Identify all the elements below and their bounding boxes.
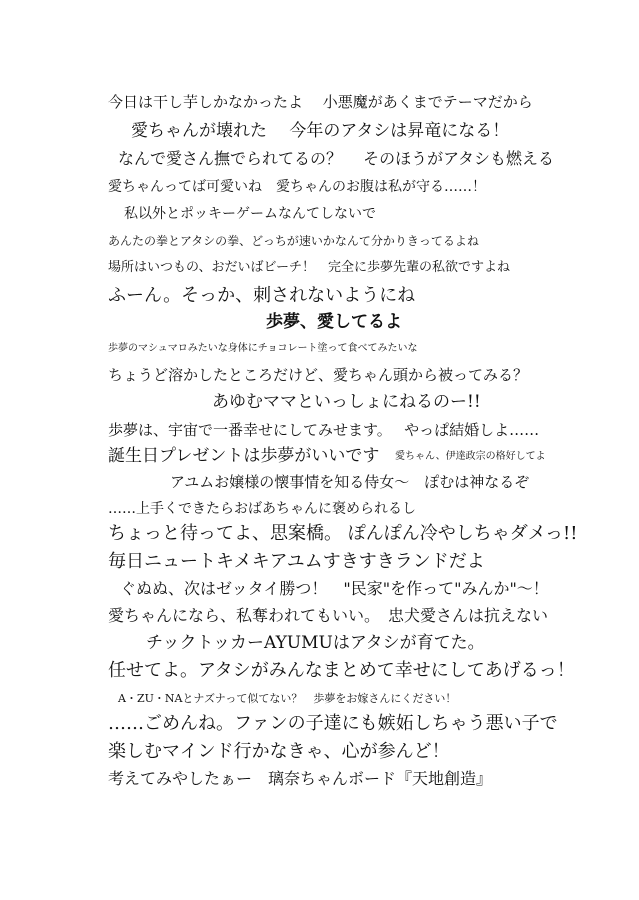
text-line: あんたの拳とアタシの拳、どっちが速いかなんて分かりきってるよね [108, 234, 479, 248]
text-line: 歩夢のマシュマロみたいな身体にチョコレート塗って食べてみたいな [108, 343, 418, 354]
text-line: なんで愛さん撫でられてるの？ そのほうがアタシも燃える [118, 149, 554, 168]
text-line: 任せてよ。アタシがみんなまとめて幸せにしてあげるっ！ [108, 660, 575, 681]
text-line: ……ごめんね。ファンの子達にも嫉妬しちゃう悪い子で [108, 713, 558, 734]
text-line: 今日は干し芋しかなかったよ 小悪魔があくまでテーマだから [108, 93, 533, 111]
text-line: ぐぬぬ、次はゼッタイ勝つ！ "民家"を作って"みんか"～！ [120, 579, 549, 598]
text-line: 場所はいつもの、おだいばビーチ！ 完全に歩夢先輩の私欲ですよね [108, 260, 510, 275]
text-line: 歩夢は、宇宙で一番幸せにしてみせます。 やっぱ結婚しよ…… [108, 421, 540, 439]
text-line: ちょっと待ってよ、思案橋。 ぽんぽん冷やしちゃダメっ!! [108, 523, 578, 544]
text-line: 毎日ニュートキメキアユムすきすきランドだよ [108, 551, 485, 572]
text-line: ……上手くできたらおばあちゃんに褒められるし [108, 501, 416, 517]
text-line: 愛ちゃんってば可愛いね 愛ちゃんのお腹は私が守る……！ [108, 179, 486, 195]
text-line: チックトッカーAYUMUはアタシが育てた。 [146, 633, 485, 653]
text-line: 愛ちゃん、伊達政宗の格好してよ [395, 451, 546, 462]
text-line: 誕生日プレゼントは歩夢がいいです [108, 446, 380, 466]
text-line: あゆむママといっしょにねるのー!! [212, 392, 481, 412]
text-line: アユムお嬢様の懐事情を知る侍女～ ぽむは神なるぞ [170, 473, 530, 491]
text-line: A・ZU・NAとナズナって似てない？ 歩夢をお嫁さんにください！ [118, 692, 457, 705]
text-line: 考えてみやしたぁー 璃奈ちゃんボード『天地創造』 [108, 769, 493, 788]
text-line: ちょうど溶かしたところだけど、愛ちゃん頭から被ってみる？ [108, 366, 529, 384]
text-line: 愛ちゃんが壊れた 今年のアタシは昇竜になる！ [131, 121, 510, 141]
text-line: 楽しむマインド行かなきゃ、心が参んど！ [108, 741, 450, 762]
text-line: 愛ちゃんになら、私奪われてもいい。 忠犬愛さんは抗えない [108, 606, 549, 625]
text-line: ふーん。そっか、刺されないようにね [108, 285, 416, 306]
text-line: 私以外とポッキーゲームなんてしないで [124, 206, 376, 222]
text-line: 歩夢、愛してるよ [266, 312, 402, 332]
